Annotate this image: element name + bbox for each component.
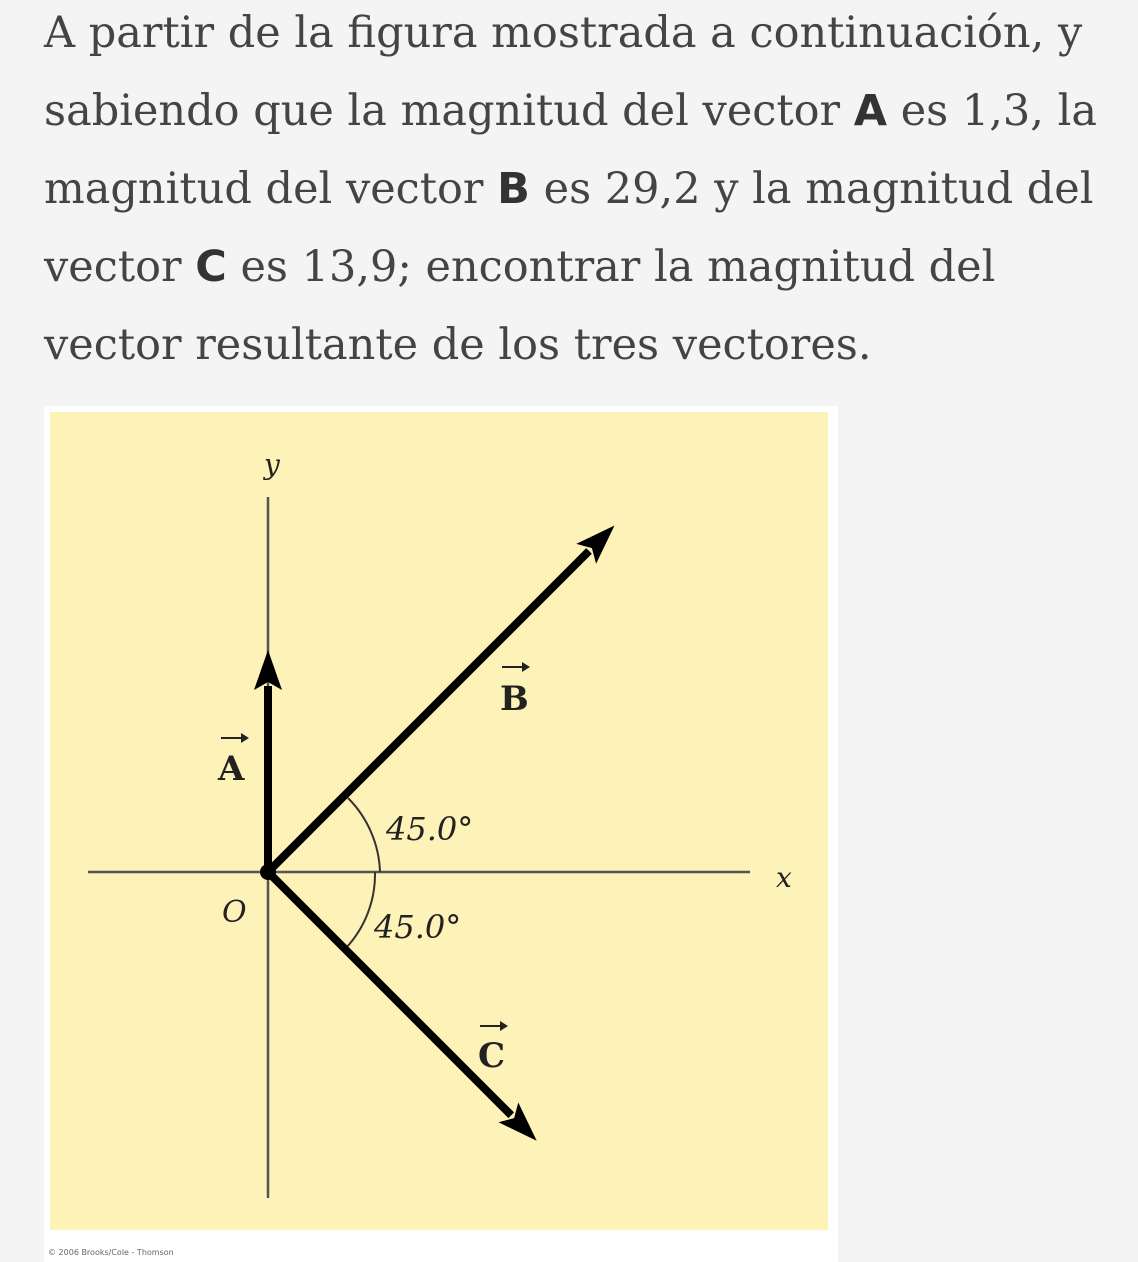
vector-c-bold: C [195, 242, 227, 292]
x-axis-label: x [776, 861, 792, 894]
problem-text-part-4: es 13,9; encontrar la magnitud del vector resultante de los tres vectores. [44, 242, 996, 370]
vector-a-label-text: A [218, 749, 245, 789]
angle-b-label: 45.0° [386, 810, 474, 848]
origin-point [260, 864, 276, 880]
problem-text-part-1: A partir de la figura mostrada a continuación, y sabiendo que la magnitud del vector [44, 8, 1083, 136]
vector-c-label-text: C [478, 1036, 506, 1076]
y-axis-label: y [264, 448, 280, 481]
problem-statement [44, 0, 1124, 384]
vector-b-label-text: B [500, 679, 529, 719]
origin-label: O [222, 895, 247, 930]
vector-a-bold: A [853, 86, 888, 136]
problem-text-part-3: es 29,2 y la magnitud del vector [44, 164, 1094, 292]
figure-frame [44, 406, 838, 1262]
problem-text-part-2: es 1,3, la magnitud del vector [44, 86, 1098, 214]
copyright-notice: © 2006 Brooks/Cole - Thomson [48, 1248, 174, 1257]
vector-b-bold: B [497, 164, 530, 214]
vector-diagram [50, 412, 828, 1230]
angle-c-label: 45.0° [374, 908, 462, 946]
